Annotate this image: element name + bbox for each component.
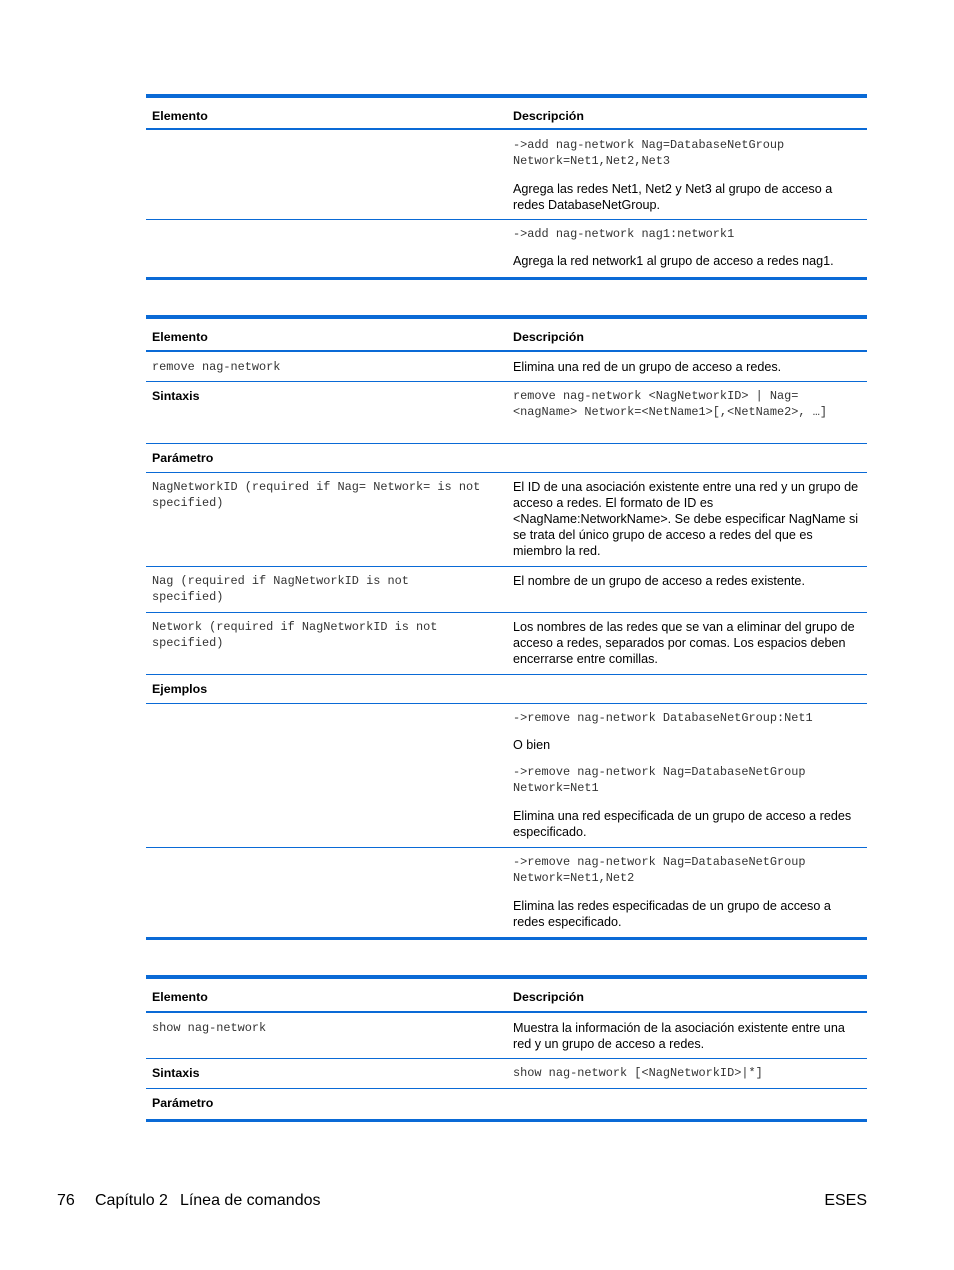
command-description: Muestra la información de la asociación existente entre una red y un grupo de acceso a redes. xyxy=(513,1021,845,1051)
example-command-alt: ->remove nag-network Nag=DatabaseNetGroup Network=Net1 xyxy=(513,765,806,795)
parameter-label: Parámetro xyxy=(152,451,214,465)
example-row xyxy=(146,848,867,937)
header-description: Descripción xyxy=(513,109,584,123)
header-element: Elemento xyxy=(152,990,208,1004)
empty-cell xyxy=(146,220,506,277)
command-name: remove nag-network xyxy=(152,360,281,374)
example-or: O bien xyxy=(513,738,551,752)
example-command: ->add nag-network nag1:network1 xyxy=(513,227,735,241)
parameter-row xyxy=(146,613,867,675)
example-row xyxy=(146,704,867,848)
command-name: show nag-network xyxy=(152,1021,267,1035)
table-row xyxy=(146,220,867,277)
chapter-label: Capítulo 2 xyxy=(95,1192,168,1209)
parameter-heading-row xyxy=(146,444,867,473)
examples-label: Ejemplos xyxy=(152,682,208,696)
parameter-description: El ID de una asociación existente entre una red y un grupo de acceso a redes. El formato de ID es <NagName:NetworkName>. Se debe especificar NagName si se trata del único grupo de acceso a redes del que es miembro la red. xyxy=(513,480,859,558)
parameter-name: Nag (required if NagNetworkID is not specified) xyxy=(152,574,409,604)
empty-cell xyxy=(146,848,506,937)
empty-cell xyxy=(146,130,506,219)
example-description: Elimina una red especificada de un grupo de acceso a redes especificado. xyxy=(513,809,852,839)
header-element: Elemento xyxy=(152,109,208,123)
parameter-row xyxy=(146,473,867,567)
table-header-row xyxy=(146,319,867,352)
example-description: Elimina las redes especificadas de un grupo de acceso a redes especificado. xyxy=(513,899,831,929)
parameter-row xyxy=(146,567,867,613)
example-command: ->remove nag-network DatabaseNetGroup:Net1 xyxy=(513,711,813,725)
header-element: Elemento xyxy=(152,330,208,344)
parameter-heading-row xyxy=(146,1089,867,1119)
empty-cell xyxy=(506,444,867,472)
table-row xyxy=(146,130,867,220)
parameter-name: Network (required if NagNetworkID is not specified) xyxy=(152,620,438,650)
page-number: 76 xyxy=(57,1192,75,1209)
empty-cell xyxy=(506,1089,867,1119)
example-description: Agrega las redes Net1, Net2 y Net3 al grupo de acceso a redes DatabaseNetGroup. xyxy=(513,182,833,212)
header-description: Descripción xyxy=(513,990,584,1004)
example-cell xyxy=(506,704,867,847)
example-description: Agrega la red network1 al grupo de acceso a redes nag1. xyxy=(513,254,834,268)
example-command: ->add nag-network Nag=DatabaseNetGroup Network=Net1,Net2,Net3 xyxy=(513,138,785,168)
table-header-row xyxy=(146,98,867,130)
description-cell xyxy=(506,220,867,277)
command-row xyxy=(146,352,867,382)
examples-heading-row xyxy=(146,675,867,704)
syntax-label: Sintaxis xyxy=(152,389,200,403)
table-show-nag-network xyxy=(146,975,867,1122)
syntax-label: Sintaxis xyxy=(152,1066,200,1080)
parameter-description: El nombre de un grupo de acceso a redes existente. xyxy=(513,574,805,588)
command-description: Elimina una red de un grupo de acceso a redes. xyxy=(513,360,782,374)
page-footer-lang: ESES xyxy=(824,1192,867,1209)
header-description: Descripción xyxy=(513,330,584,344)
syntax-row xyxy=(146,382,867,444)
parameter-description: Los nombres de las redes que se van a eliminar del grupo de acceso a redes, separados por comas. Los espacios deben encerrarse entre comillas. xyxy=(513,620,855,666)
table-header-row xyxy=(146,979,867,1013)
syntax-row xyxy=(146,1059,867,1089)
command-row xyxy=(146,1013,867,1059)
page-footer-left xyxy=(57,1190,320,1212)
description-cell xyxy=(506,130,867,219)
parameter-name: NagNetworkID (required if Nag= Network= is not specified) xyxy=(152,480,481,510)
parameter-label: Parámetro xyxy=(152,1096,214,1110)
empty-cell xyxy=(146,704,506,847)
empty-cell xyxy=(506,675,867,703)
example-cell xyxy=(506,848,867,937)
example-command: ->remove nag-network Nag=DatabaseNetGroup Network=Net1,Net2 xyxy=(513,855,806,885)
syntax-value: show nag-network [<NagNetworkID>|*] xyxy=(513,1066,763,1080)
chapter-title: Línea de comandos xyxy=(179,1192,321,1209)
table-remove-nag-network xyxy=(146,315,867,940)
syntax-value: remove nag-network <NagNetworkID> | Nag=<nagName> Network=<NetName1>[,<NetName2>, …] xyxy=(513,389,827,419)
table-add-nag-network-continued xyxy=(146,94,867,280)
